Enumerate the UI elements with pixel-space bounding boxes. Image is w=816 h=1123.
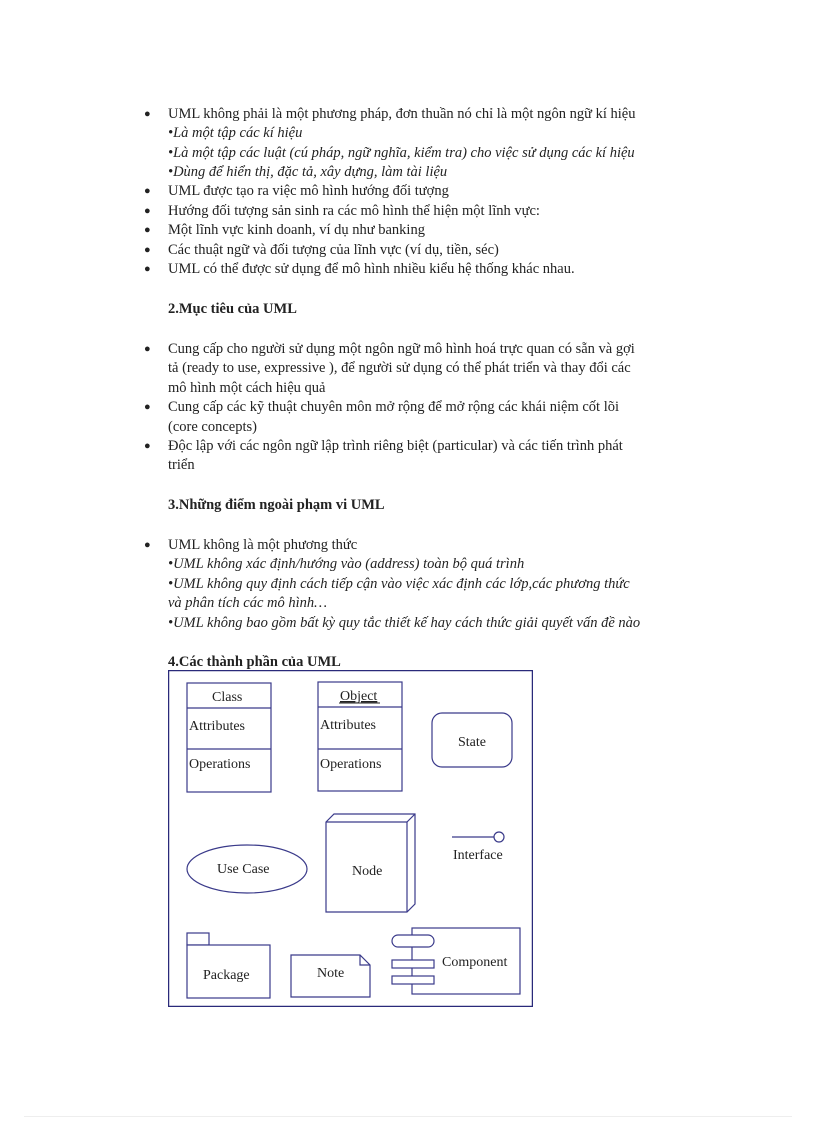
list-item: UML có thể được sử dụng để mô hình nhiều kiểu hệ thống khác nhau.: [168, 261, 575, 277]
note-shape: [291, 955, 370, 997]
list-item: Cung cấp cho người sử dụng một ngôn ngữ mô hình hoá trực quan có sẵn và gợi: [168, 341, 635, 357]
interface-label: Interface: [453, 848, 503, 863]
object-name: Object: [340, 689, 378, 704]
state-label: State: [458, 735, 486, 750]
node-shape: [326, 814, 415, 912]
bullet-dot: ●: [144, 244, 151, 256]
list-item: UML được tạo ra việc mô hình hướng đối tượng: [168, 183, 449, 199]
node-label: Node: [352, 864, 383, 879]
list-item: Hướng đối tượng sản sinh ra các mô hình thể hiện một lĩnh vực:: [168, 203, 540, 219]
class-box: [187, 683, 271, 792]
list-item: Một lĩnh vực kinh doanh, ví dụ như banking: [168, 222, 425, 238]
list-item: Cung cấp các kỹ thuật chuyên môn mở rộng để mở rộng các khái niệm cốt lõi: [168, 399, 620, 415]
list-item: UML không là một phương thức: [168, 537, 358, 553]
list-item: Độc lập với các ngôn ngữ lập trình riêng biệt (particular) và các tiến trình phát: [168, 438, 623, 454]
bullet-dot: ●: [144, 108, 151, 120]
list-item-cont: tả (ready to use, expressive ), để người sử dụng có thể phát triển và thay đổi các: [168, 360, 631, 376]
bullet-dot: ●: [144, 401, 151, 413]
bullet-dot: ●: [144, 343, 151, 355]
list-item-cont: triển: [168, 457, 195, 473]
list-subitem: •Là một tập các kí hiệu: [168, 125, 303, 141]
bullet-dot: ●: [144, 263, 151, 275]
section-heading: 2.Mục tiêu của UML: [168, 301, 297, 317]
class-attributes: Attributes: [189, 719, 245, 734]
section-heading: 4.Các thành phần của UML: [168, 654, 341, 670]
list-subitem: •UML không quy định cách tiếp cận vào việc xác định các lớp,các phương thức: [168, 576, 630, 592]
state-shape: [432, 713, 512, 767]
list-item-cont: (core concepts): [168, 419, 257, 435]
bullet-dot: ●: [144, 539, 151, 551]
note-label: Note: [317, 966, 345, 981]
class-operations: Operations: [189, 757, 251, 772]
interface-shape: [452, 832, 504, 863]
list-subitem: •Dùng để hiển thị, đặc tả, xây dựng, làm tài liệu: [168, 164, 448, 180]
section-heading: 3.Những điểm ngoài phạm vi UML: [168, 497, 385, 513]
bullet-dot: ●: [144, 185, 151, 197]
list-item: Các thuật ngữ và đối tượng của lĩnh vực (ví dụ, tiền, séc): [168, 242, 499, 258]
package-label: Package: [203, 968, 250, 983]
object-attributes: Attributes: [320, 718, 376, 733]
list-subitem: •Là một tập các luật (cú pháp, ngữ nghĩa, kiểm tra) cho việc sử dụng các kí hiệu: [168, 145, 635, 161]
list-subitem: và phân tích các mô hình…: [168, 595, 328, 611]
bullet-dot: ●: [144, 205, 151, 217]
use-case-shape: [187, 845, 307, 893]
list-item-cont: mô hình một cách hiệu quả: [168, 380, 326, 396]
list-item: UML không phải là một phương pháp, đơn thuần nó chỉ là một ngôn ngữ kí hiệu: [168, 106, 636, 122]
list-subitem: •UML không bao gồm bất kỳ quy tắc thiết kế hay cách thức giải quyết vấn đề nào: [168, 615, 641, 631]
class-name: Class: [212, 690, 243, 705]
page-bottom-rule: [24, 1116, 792, 1117]
bullet-dot: ●: [144, 440, 151, 452]
uml-elements-diagram: [168, 670, 533, 1007]
component-shape: [392, 928, 520, 994]
use-case-label: Use Case: [217, 862, 270, 877]
object-box: [318, 682, 402, 791]
object-operations: Operations: [320, 757, 382, 772]
component-label: Component: [442, 955, 508, 970]
bullet-dot: ●: [144, 224, 151, 236]
list-subitem: •UML không xác định/hướng vào (address) toàn bộ quá trình: [168, 556, 525, 572]
